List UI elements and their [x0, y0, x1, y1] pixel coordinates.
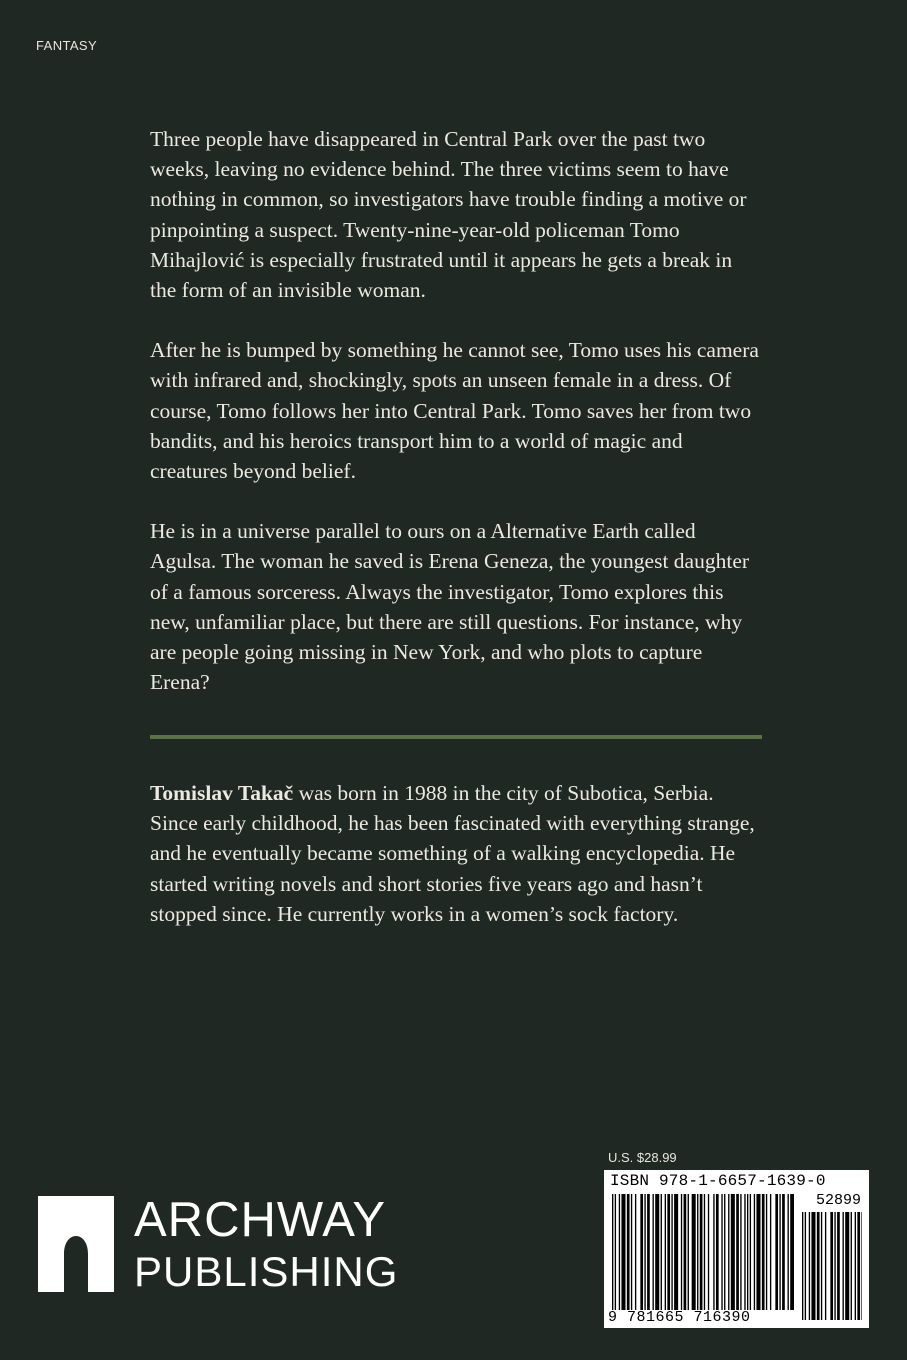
barcode-bar [770, 1194, 771, 1310]
genre-label: FANTASY [36, 38, 98, 53]
author-name: Tomislav Takač [150, 781, 294, 805]
barcode-bar [713, 1194, 714, 1310]
barcode-bar [779, 1194, 780, 1310]
barcode-bar [851, 1212, 852, 1320]
barcode-bar [766, 1194, 767, 1310]
author-bio-text: was born in 1988 in the city of Subotica, Serbia. Since early childhood, he has been fascinated with everything strange, and he eventually became something of a walking encyclopedia. He started writing novels and short stories five years ago and hasn’t stopped since. He currently works in a women’s sock factory. [150, 781, 755, 926]
barcode-bar [843, 1212, 844, 1320]
barcode-bar [790, 1194, 794, 1310]
barcode-bar [861, 1212, 862, 1320]
author-bio [150, 778, 762, 929]
barcode-bar [782, 1194, 785, 1310]
publisher-logo [38, 1192, 399, 1295]
barcode-bar [704, 1194, 705, 1310]
barcode-bar [811, 1212, 815, 1320]
barcode-bar [640, 1194, 643, 1310]
barcode-bar [857, 1212, 860, 1320]
blurb-paragraph: Three people have disappeared in Central Park over the past two weeks, leaving no evidence behind. The three victims seem to have nothing in common, so investigators have trouble finding a motive or pinpointing a suspect. Twenty-nine-year-old policeman Tomo Mihajlović is especially frustrated until it appears he gets a break in the form of an invisible woman. [150, 127, 747, 303]
barcode-bar [716, 1194, 719, 1310]
isbn-barcode [604, 1170, 869, 1328]
barcode-bar [809, 1212, 810, 1320]
barcode-bar [750, 1194, 751, 1310]
barcode-bar [736, 1194, 739, 1310]
barcode-bar [821, 1212, 822, 1320]
barcode-addon-digits: 52899 [815, 1192, 861, 1209]
blurb-paragraph: After he is bumped by something he cannot see, Tomo uses his camera with infrared and, shockingly, spots an unseen female in a dress. Of course, Tomo follows her into Central Park. Tomo saves her from two bandits, and his heroics transport him to a world of magic and creatures beyond belief. [150, 338, 759, 484]
barcode-bar [681, 1194, 682, 1310]
barcode-bar [684, 1194, 687, 1310]
barcode-bar [724, 1194, 725, 1310]
barcode-bar [612, 1194, 613, 1310]
barcode-bar [627, 1194, 630, 1310]
barcode-bar [834, 1212, 835, 1320]
publisher-name-line1: ARCHWAY [134, 1192, 386, 1247]
barcode-bar [647, 1194, 650, 1310]
barcode-bar [674, 1194, 678, 1310]
publisher-name [134, 1192, 399, 1295]
barcode-bar [665, 1194, 666, 1310]
barcode-bar [688, 1194, 689, 1310]
barcode-bar [756, 1194, 760, 1310]
barcode-bar [644, 1194, 645, 1310]
barcode-bar [747, 1194, 748, 1310]
price-label: U.S. $28.99 [608, 1150, 677, 1165]
barcode-bar [653, 1194, 654, 1310]
barcode-bar [697, 1194, 698, 1310]
barcode-bar [655, 1194, 659, 1310]
barcode-bar [837, 1212, 840, 1320]
publisher-name-line2: PUBLISHING [134, 1247, 399, 1295]
barcode-bar [762, 1194, 765, 1310]
back-cover-blurb [150, 124, 762, 727]
barcode-bar [740, 1194, 741, 1310]
barcode-bar [728, 1194, 729, 1310]
section-divider [150, 735, 762, 739]
barcode-bar [802, 1212, 803, 1320]
barcode-bar [708, 1194, 709, 1310]
barcode-bar [721, 1194, 722, 1310]
isbn-text: ISBN 978-1-6657-1639-0 [610, 1172, 826, 1190]
barcode-bar [805, 1212, 806, 1320]
barcode-bar [635, 1194, 636, 1310]
barcode-bar [667, 1194, 670, 1310]
barcode-bar [825, 1212, 826, 1320]
barcode-bar [744, 1194, 745, 1310]
barcode-ean-digits: 9 781665 716390 [608, 1309, 751, 1326]
barcode-bar [788, 1194, 789, 1310]
barcode-bar [671, 1194, 672, 1310]
barcode-bar [817, 1212, 820, 1320]
barcode-bar [631, 1194, 632, 1310]
barcode-bar [754, 1194, 755, 1310]
barcode-bar [661, 1194, 662, 1310]
barcode-bar [621, 1194, 625, 1310]
barcode-bar [830, 1212, 833, 1320]
barcode-bar [855, 1212, 856, 1320]
archway-logo-icon [38, 1196, 114, 1292]
barcode-bar [692, 1194, 696, 1310]
barcode-bar [731, 1194, 735, 1310]
barcode-bar [615, 1194, 616, 1310]
barcode-bar [775, 1194, 778, 1310]
barcode-bar [845, 1212, 849, 1320]
barcode-bar [700, 1194, 703, 1310]
blurb-paragraph: He is in a universe parallel to ours on a Alternative Earth called Agulsa. The woman he saved is Erena Geneza, the youngest daughter of a famous sorceress. Always the investigator, Tomo explores this new, unfamiliar place, but there are still questions. For instance, why are people going missing in New York, and who plots to capture Erena? [150, 519, 750, 695]
barcode-bar [619, 1194, 620, 1310]
